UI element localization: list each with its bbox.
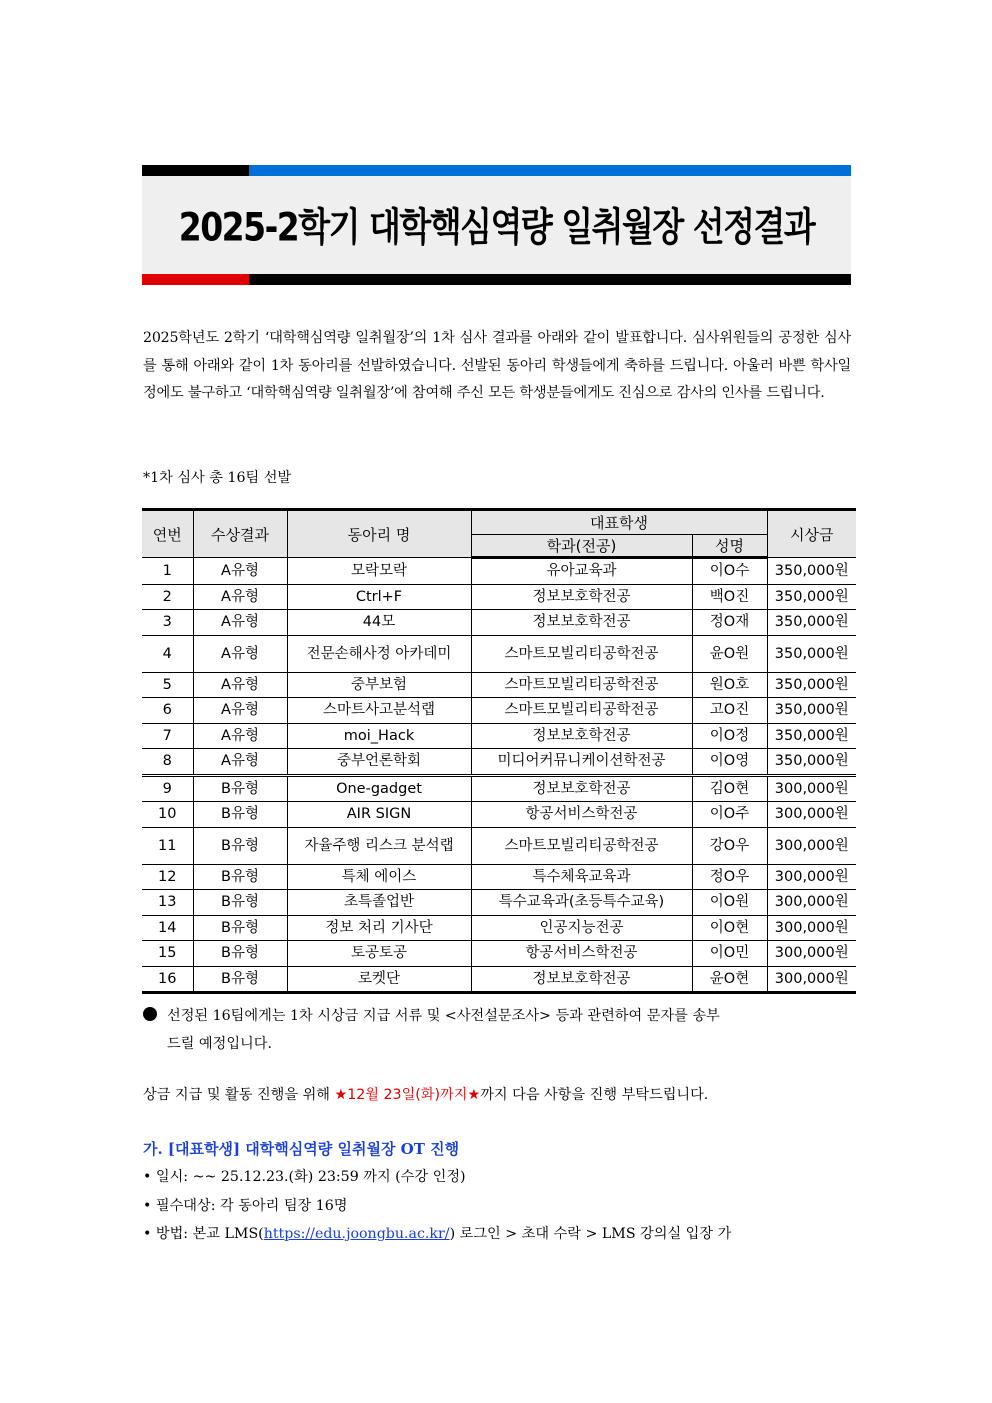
cell-dept: 인공지능전공	[471, 915, 692, 941]
cell-prize: 350,000원	[767, 698, 856, 724]
table-row	[142, 941, 856, 967]
section-title-ot: 가. [대표학생] 대학핵심역량 일취월장 OT 진행	[143, 1140, 460, 1158]
cell-club: 중부보험	[287, 672, 471, 698]
cell-club: Ctrl+F	[287, 584, 471, 610]
cell-prize: 350,000원	[767, 723, 856, 749]
cell-no: 10	[142, 802, 193, 828]
cell-name: 이O현	[692, 915, 767, 941]
cell-club: 자율주행 리스크 분석랩	[287, 827, 471, 864]
table-row	[142, 635, 856, 672]
cell-dept: 특수체육교육과	[471, 864, 692, 890]
notice-bullet	[143, 1002, 851, 1058]
cell-name: 윤O원	[692, 635, 767, 672]
cell-club: 초특졸업반	[287, 890, 471, 916]
table-row	[142, 827, 856, 864]
ot-method-before: • 방법: 본교 LMS(	[143, 1226, 264, 1242]
cell-name: 정O우	[692, 864, 767, 890]
header-result: 수상결과	[193, 510, 287, 558]
ot-details-list	[143, 1163, 731, 1249]
cell-result: A유형	[193, 723, 287, 749]
cell-club: 모락모락	[287, 558, 471, 585]
cell-name: 윤O현	[692, 966, 767, 993]
cell-result: A유형	[193, 672, 287, 698]
cell-result: B유형	[193, 890, 287, 916]
cell-result: A유형	[193, 749, 287, 776]
cell-name: 이O영	[692, 749, 767, 776]
cell-dept: 미디어커뮤니케이션학전공	[471, 749, 692, 776]
deadline-before: 상금 지급 및 활동 진행을 위해	[143, 1087, 335, 1103]
cell-name: 이O정	[692, 723, 767, 749]
cell-prize: 300,000원	[767, 941, 856, 967]
cell-result: A유형	[193, 698, 287, 724]
deadline-after: 까지 다음 사항을 진행 부탁드립니다.	[480, 1087, 709, 1103]
deadline-highlight: ★12월 23일(화)까지★	[334, 1087, 481, 1103]
banner-bar-bottom-right	[249, 274, 851, 285]
lms-link[interactable]: https://edu.joongbu.ac.kr/	[263, 1226, 450, 1242]
table-row	[142, 558, 856, 585]
cell-no: 7	[142, 723, 193, 749]
filled-circle-bullet-icon	[143, 1007, 157, 1021]
cell-prize: 300,000원	[767, 802, 856, 828]
cell-result: B유형	[193, 775, 287, 802]
cell-prize: 300,000원	[767, 864, 856, 890]
title-banner	[142, 165, 851, 285]
header-prize: 시상금	[767, 510, 856, 558]
cell-no: 13	[142, 890, 193, 916]
cell-club: 스마트사고분석랩	[287, 698, 471, 724]
cell-no: 2	[142, 584, 193, 610]
cell-no: 16	[142, 966, 193, 993]
cell-no: 8	[142, 749, 193, 776]
cell-result: B유형	[193, 802, 287, 828]
cell-name: 이O수	[692, 558, 767, 585]
cell-dept: 정보보호학전공	[471, 610, 692, 636]
cell-club: AIR SIGN	[287, 802, 471, 828]
header-dept: 학과(전공)	[471, 535, 692, 558]
cell-prize: 300,000원	[767, 890, 856, 916]
table-row	[142, 802, 856, 828]
cell-prize: 300,000원	[767, 827, 856, 864]
cell-result: B유형	[193, 827, 287, 864]
cell-prize: 350,000원	[767, 558, 856, 585]
table-row	[142, 610, 856, 636]
header-name: 성명	[692, 535, 767, 558]
page-title: 2025-2학기 대학핵심역량 일취월장 선정결과	[178, 203, 815, 250]
cell-no: 15	[142, 941, 193, 967]
cell-dept: 스마트모빌리티공학전공	[471, 827, 692, 864]
cell-no: 12	[142, 864, 193, 890]
selection-note: *1차 심사 총 16팀 선발	[143, 470, 292, 486]
cell-dept: 스마트모빌리티공학전공	[471, 635, 692, 672]
cell-name: 고O진	[692, 698, 767, 724]
header-representative: 대표학생	[471, 510, 767, 535]
table-row	[142, 698, 856, 724]
cell-prize: 350,000원	[767, 749, 856, 776]
header-club: 동아리 명	[287, 510, 471, 558]
cell-result: A유형	[193, 610, 287, 636]
cell-no: 6	[142, 698, 193, 724]
cell-dept: 항공서비스학전공	[471, 802, 692, 828]
cell-prize: 300,000원	[767, 966, 856, 993]
cell-dept: 정보보호학전공	[471, 723, 692, 749]
cell-dept: 정보보호학전공	[471, 775, 692, 802]
cell-result: B유형	[193, 941, 287, 967]
table-row	[142, 749, 856, 776]
table-row	[142, 672, 856, 698]
table-row	[142, 775, 856, 802]
cell-name: 백O진	[692, 584, 767, 610]
table-row	[142, 890, 856, 916]
banner-bar-top-right	[249, 165, 851, 176]
cell-name: 김O현	[692, 775, 767, 802]
table-row	[142, 864, 856, 890]
cell-no: 4	[142, 635, 193, 672]
notice-line-2: 드릴 예정입니다.	[167, 1036, 272, 1052]
cell-prize: 350,000원	[767, 610, 856, 636]
cell-prize: 350,000원	[767, 635, 856, 672]
cell-dept: 정보보호학전공	[471, 966, 692, 993]
ot-item-date: • 일시: ~~ 25.12.23.(화) 23:59 까지 (수강 인정)	[143, 1169, 466, 1185]
cell-no: 11	[142, 827, 193, 864]
cell-club: 특체 에이스	[287, 864, 471, 890]
cell-result: A유형	[193, 635, 287, 672]
banner-bar-bottom-left	[142, 274, 249, 285]
cell-prize: 300,000원	[767, 915, 856, 941]
table-row	[142, 915, 856, 941]
cell-dept: 항공서비스학전공	[471, 941, 692, 967]
cell-name: 이O원	[692, 890, 767, 916]
cell-club: 로켓단	[287, 966, 471, 993]
cell-result: A유형	[193, 584, 287, 610]
notice-line-1: 선정된 16팀에게는 1차 시상금 지급 서류 및 <사전설문조사> 등과 관련하여 문자를 송부	[167, 1008, 720, 1024]
cell-name: 원O호	[692, 672, 767, 698]
cell-name: 정O재	[692, 610, 767, 636]
cell-dept: 스마트모빌리티공학전공	[471, 672, 692, 698]
cell-name: 이O주	[692, 802, 767, 828]
cell-no: 5	[142, 672, 193, 698]
cell-name: 이O민	[692, 941, 767, 967]
results-table	[142, 508, 856, 994]
cell-club: 중부언론학회	[287, 749, 471, 776]
cell-dept: 스마트모빌리티공학전공	[471, 698, 692, 724]
cell-result: B유형	[193, 915, 287, 941]
cell-result: B유형	[193, 864, 287, 890]
cell-dept: 유아교육과	[471, 558, 692, 585]
cell-no: 14	[142, 915, 193, 941]
cell-name: 강O우	[692, 827, 767, 864]
deadline-sentence	[143, 1084, 708, 1104]
cell-no: 9	[142, 775, 193, 802]
cell-club: 44모	[287, 610, 471, 636]
ot-item-target: • 필수대상: 각 동아리 팀장 16명	[143, 1197, 348, 1214]
cell-club: moi_Hack	[287, 723, 471, 749]
cell-dept: 특수교육과(초등특수교육)	[471, 890, 692, 916]
header-no: 연번	[142, 510, 193, 558]
cell-no: 3	[142, 610, 193, 636]
cell-club: 정보 처리 기사단	[287, 915, 471, 941]
cell-result: A유형	[193, 558, 287, 585]
cell-club: 토공토공	[287, 941, 471, 967]
intro-paragraph: 2025학년도 2학기 ‘대학핵심역량 일취월장’의 1차 심사 결과를 아래와 같이 발표합니다. 심사위원들의 공정한 심사를 통해 아래와 같이 1차 동아리를 선발하였습니다. 선발된 동아리 학생들에게 축하를 드립니다. 아울러 바쁜 학사일정에도 불구하고 ‘대학핵심역량 일취월장’에 참여해 주신 모든 학생분들에게도 진심으로 감사의 인사를 드립니다.	[143, 330, 851, 401]
cell-club: One-gadget	[287, 775, 471, 802]
cell-prize: 350,000원	[767, 584, 856, 610]
cell-club: 전문손해사정 아카데미	[287, 635, 471, 672]
cell-no: 1	[142, 558, 193, 585]
cell-prize: 350,000원	[767, 672, 856, 698]
banner-bar-top-left	[142, 165, 249, 176]
cell-result: B유형	[193, 966, 287, 993]
ot-method-after: ) 로그인 > 초대 수락 > LMS 강의실 입장 가	[449, 1226, 732, 1242]
table-row	[142, 966, 856, 993]
cell-prize: 300,000원	[767, 775, 856, 802]
table-row	[142, 584, 856, 610]
ot-item-method	[143, 1220, 731, 1249]
table-row	[142, 723, 856, 749]
cell-dept: 정보보호학전공	[471, 584, 692, 610]
